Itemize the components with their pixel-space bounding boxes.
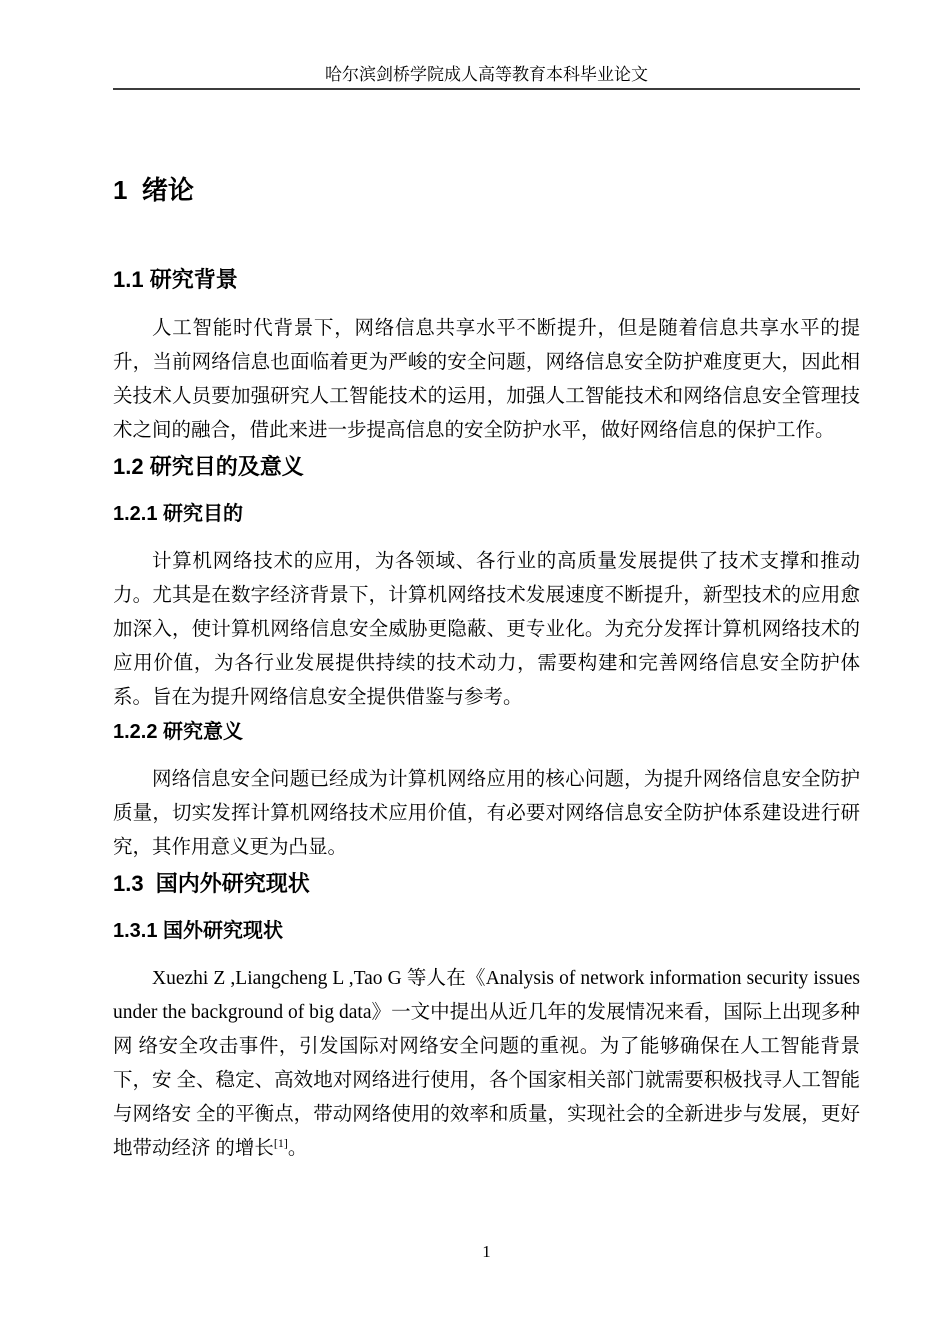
page-number: 1	[482, 1242, 491, 1261]
paragraph-research-significance: 网络信息安全问题已经成为计算机网络应用的核心问题，为提升网络信息安全防护质量，切实发挥计算机网络技术应用价值，有必要对网络信息安全防护体系建设进行研究，其作用意义更为凸显。	[113, 769, 860, 858]
paragraph-foreign-research	[113, 962, 860, 1166]
paragraph-foreign-research-text: Xuezhi Z ,Liangcheng L ,Tao G 等人在《Analysis of network information security issues under the background of big data》一文中提出从近几年的发展情况来看，国际上出现多种网 络安全攻击事件，引发国际对网络安全问题的重视。为了能够确保在人工智能背景下，安 全、稳定、高效地对网络进行使用，各个国家相关部门就需要积极找寻人工智能与网络安 全的平衡点，带动网络使用的效率和质量，实现社会的全新进步与发展，更好地带动经济 的增长	[113, 968, 860, 1159]
subsection-heading-1-2-1: 1.2.1 研究目的	[113, 503, 244, 525]
page-footer	[113, 1242, 860, 1262]
paragraph-foreign-research-tail: 。	[287, 1138, 308, 1159]
chapter-heading: 1 绪论	[113, 175, 194, 205]
subsection-heading-1-3-1: 1.3.1 国外研究现状	[113, 920, 284, 942]
paragraph-research-background: 人工智能时代背景下，网络信息共享水平不断提升，但是随着信息共享水平的提升，当前网络信息也面临着更为严峻的安全问题，网络信息安全防护难度更大，因此相关技术人员要加强研究人工智能技术的运用，加强人工智能技术和网络信息安全管理技术之间的融合，借此来进一步提高信息的安全防护水平，做好网络信息的保护工作。	[113, 318, 860, 441]
section-heading-1-3: 1.3 国内外研究现状	[113, 871, 310, 896]
document-body	[113, 173, 860, 1166]
header-title: 哈尔滨剑桥学院成人高等教育本科毕业论文	[325, 65, 648, 84]
paragraph-research-purpose: 计算机网络技术的应用，为各领域、各行业的高质量发展提供了技术支撑和推动力。尤其是在数字经济背景下，计算机网络技术发展速度不断提升，新型技术的应用愈加深入，使计算机网络信息安全威胁更隐蔽、更专业化。为充分发挥计算机网络技术的应用价值，为各行业发展提供持续的技术动力，需要构建和完善网络信息安全防护体系。旨在为提升网络信息安全提供借鉴与参考。	[113, 551, 860, 708]
section-heading-1-1: 1.1 研究背景	[113, 267, 238, 292]
citation-reference-1: [1]	[273, 1136, 288, 1150]
page-header	[113, 0, 860, 90]
section-heading-1-2: 1.2 研究目的及意义	[113, 454, 304, 479]
subsection-heading-1-2-2: 1.2.2 研究意义	[113, 721, 244, 743]
